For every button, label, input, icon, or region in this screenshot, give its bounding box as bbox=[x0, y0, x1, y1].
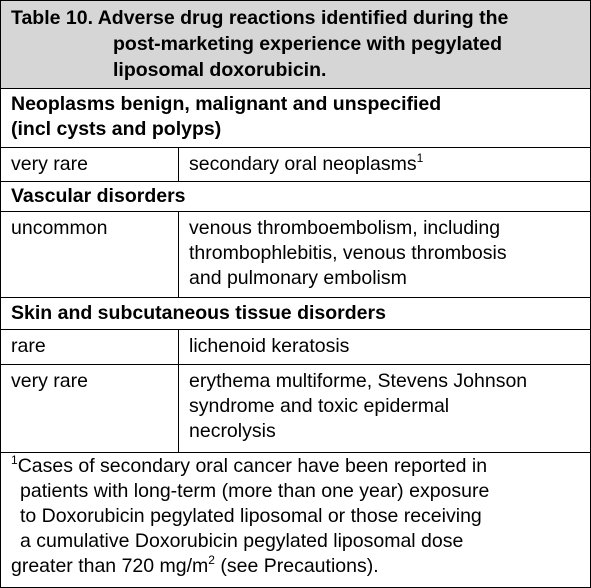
footnote-mark: 1 bbox=[11, 452, 18, 467]
reaction-line: and pulmonary embolism bbox=[189, 267, 407, 289]
superscript-two: 2 bbox=[208, 552, 215, 567]
reaction-line: lichenoid keratosis bbox=[189, 335, 350, 357]
table-title-line-3: liposomal doxorubicin. bbox=[113, 59, 327, 81]
reaction-text: secondary oral neoplasms bbox=[189, 153, 417, 175]
table-row bbox=[1, 148, 590, 182]
reaction-cell bbox=[189, 152, 423, 177]
footnote-reference: 1 bbox=[416, 150, 424, 165]
reaction-cell bbox=[189, 216, 507, 291]
reaction-line: erythema multiforme, Stevens Johnson bbox=[189, 370, 528, 392]
footnote-line-1: Cases of secondary oral cancer have been reported in bbox=[17, 455, 488, 477]
column-divider bbox=[178, 212, 179, 297]
footnote-line-3: to Doxorubicin pegylated liposomal or those receiving bbox=[20, 505, 482, 527]
reaction-line: syndrome and toxic epidermal bbox=[189, 395, 450, 417]
frequency-cell: very rare bbox=[11, 153, 88, 175]
column-divider bbox=[178, 148, 179, 181]
reaction-cell bbox=[189, 369, 527, 444]
table-title-line-2: post-marketing experience with pegylated bbox=[113, 33, 503, 55]
table-title-line-1: Table 10. Adverse drug reactions identified during the bbox=[11, 7, 509, 29]
frequency-cell: very rare bbox=[11, 370, 88, 392]
frequency-cell: uncommon bbox=[11, 217, 108, 239]
column-divider bbox=[178, 365, 179, 452]
section-heading-line-2: (incl cysts and polyps) bbox=[11, 118, 222, 140]
section-heading-line-1: Vascular disorders bbox=[11, 185, 186, 207]
footnote-line-5: greater than 720 mg/m bbox=[11, 555, 209, 577]
section-heading-line-1: Skin and subcutaneous tissue disorders bbox=[11, 302, 386, 324]
footnote-line-2: patients with long-term (more than one year) exposure bbox=[20, 480, 490, 502]
section-heading-line-1: Neoplasms benign, malignant and unspecified bbox=[11, 93, 442, 115]
table-row bbox=[1, 330, 590, 365]
section-heading-vascular bbox=[1, 182, 590, 212]
column-divider bbox=[178, 330, 179, 364]
section-heading-skin bbox=[1, 298, 590, 330]
reaction-line: thrombophlebitis, venous thrombosis bbox=[189, 242, 507, 264]
frequency-cell: rare bbox=[11, 335, 46, 357]
table-row bbox=[1, 365, 590, 453]
reaction-line: necrolysis bbox=[189, 420, 276, 442]
table-title bbox=[1, 1, 590, 89]
reaction-line: venous thromboembolism, including bbox=[189, 217, 501, 239]
section-heading-neoplasms bbox=[1, 89, 590, 148]
reaction-cell bbox=[189, 334, 349, 359]
footnote-line-5-end: (see Precautions). bbox=[214, 555, 379, 577]
footnote-line-4: a cumulative Doxorubicin pegylated liposomal dose bbox=[20, 530, 464, 552]
table-row bbox=[1, 212, 590, 298]
